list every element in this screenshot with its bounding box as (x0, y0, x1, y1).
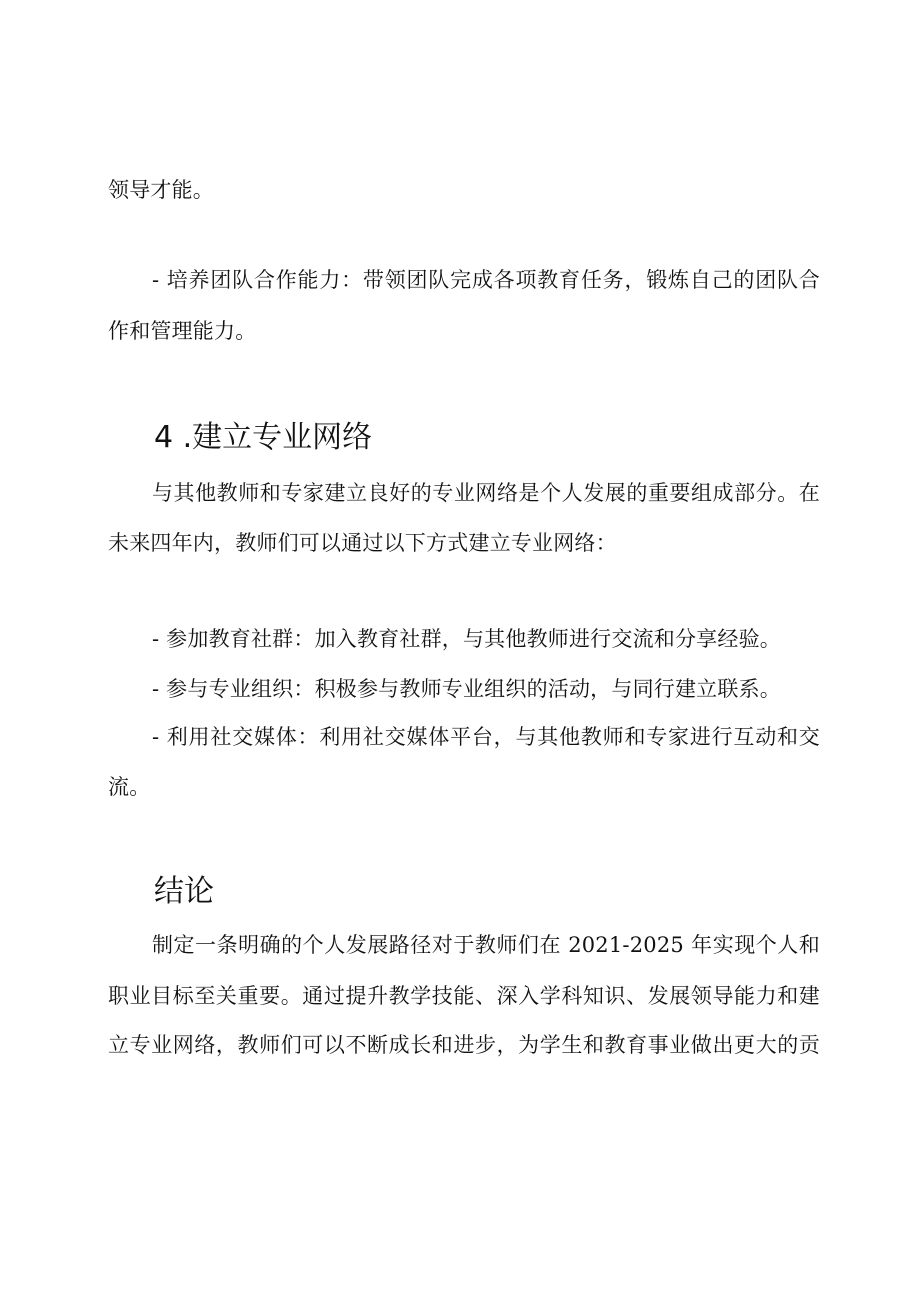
section-intro-line: 与其他教师和专家建立良好的专业网络是个人发展的重要组成部分。在 (152, 481, 820, 505)
conclusion-line: 职业目标至关重要。通过提升教学技能、深入学科知识、发展领导能力和建 (108, 984, 820, 1008)
bullet-community: - 参加教育社群：加入教育社群，与其他教师进行交流和分享经验。 (152, 627, 781, 651)
paragraph-line: 领导才能。 (108, 178, 214, 202)
conclusion-line: 制定一条明确的个人发展路径对于教师们在 2021-2025 年实现个人和 (152, 933, 820, 957)
section-intro-line: 未来四年内，教师们可以通过以下方式建立专业网络： (108, 531, 617, 555)
section-heading: 4 .建立专业网络 (154, 420, 373, 455)
bullet-social-line: - 利用社交媒体：利用社交媒体平台，与其他教师和专家进行互动和交 (152, 725, 820, 749)
conclusion-heading: 结论 (154, 874, 214, 909)
bullet-team-line: - 培养团队合作能力：带领团队完成各项教育任务，锻炼自己的团队合 (152, 268, 820, 292)
bullet-team-line: 作和管理能力。 (108, 319, 257, 343)
bullet-social-line: 流。 (108, 775, 151, 799)
conclusion-line: 立专业网络，教师们可以不断成长和进步，为学生和教育事业做出更大的贡 (108, 1033, 820, 1057)
bullet-organization: - 参与专业组织：积极参与教师专业组织的活动，与同行建立联系。 (152, 677, 781, 701)
